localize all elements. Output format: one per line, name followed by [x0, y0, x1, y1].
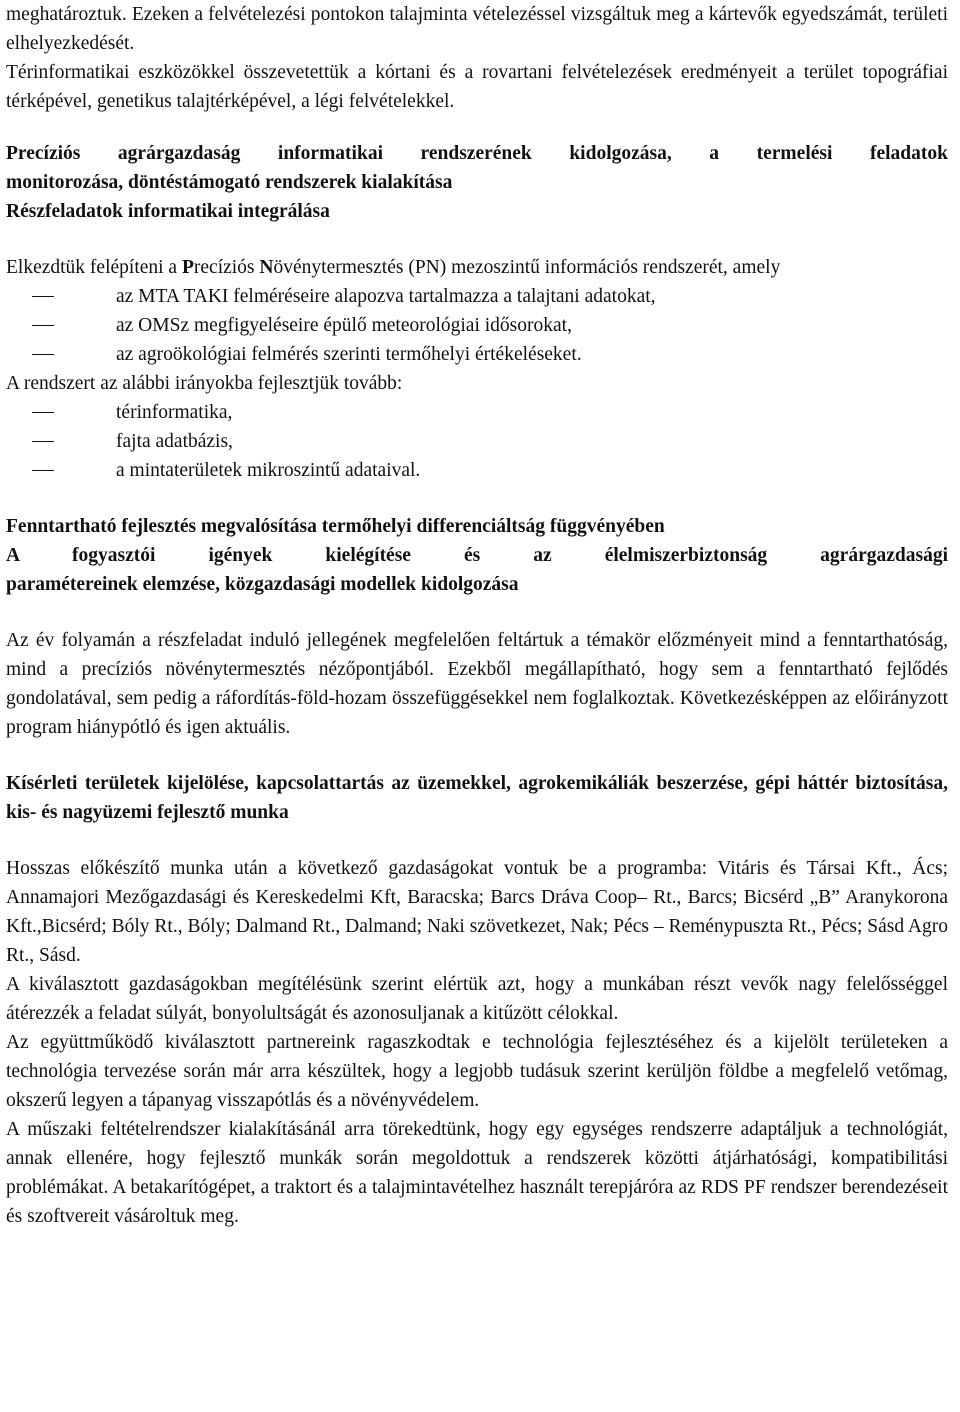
section-2-paragraph: Az év folyamán a részfeladat induló jellegének megfelelően feltártuk a témakör előzményeit mind a fenntarthatóság, mind a precíziós növénytermesztés nézőpontjából. Ezekből megállapítható, hogy sem a fenntartható fejlődés gondolatával, sem pedig a ráfordítás-föld-hozam összefüggésekkel nem foglalkoztak. Következésképpen az előirányzott program hiánypótló és igen aktuális.	[6, 630, 948, 738]
section-1-subheading: Részfeladatok informatikai integrálása	[6, 201, 330, 222]
list-item: az OMSz megfigyeléseire épülő meteorológiai idősorokat,	[6, 311, 948, 340]
section-3-paragraph-4: A műszaki feltételrendszer kialakításánál arra törekedtünk, hogy egy egységes rendszerre adaptáljuk a technológiát, annak ellenére, hogy fejlesztő munkák során megoldottuk a rendszerek közötti átjárhatósági, kompatibilitási problémákat. A betakarítógépet, a traktort és a talajmintavételhez használt terepjáróra az RDS PF rendszer berendezéseit és szoftvereit vásároltuk meg.	[6, 1119, 948, 1227]
section-2-heading-line-2: A fogyasztói igények kielégítése és az élelmiszerbiztonság agrárgazdasági	[6, 545, 948, 566]
list-item: az MTA TAKI felméréseire alapozva tartalmazza a talajtani adatokat,	[6, 282, 948, 311]
section-2-heading-line-1: Fenntartható fejlesztés megvalósítása termőhelyi differenciáltság függvényében	[6, 516, 665, 537]
intro-paragraph-2: Térinformatikai eszközökkel összevetettük a kórtani és a rovartani felvételezések eredményeit a terület topográfiai térképével, genetikus talajtérképével, a légi felvételekkel.	[6, 62, 948, 112]
section-1-heading-line-2: monitorozása, döntéstámogató rendszerek kialakítása	[6, 172, 453, 193]
section-1-heading-line-1: Precíziós agrárgazdaság informatikai rendszerének kidolgozása, a termelési feladatok	[6, 143, 948, 164]
list-item: az agroökológiai felmérés szerinti termőhelyi értékeléseket.	[6, 340, 948, 369]
term-initial-p: P	[181, 257, 194, 278]
list-item: fajta adatbázis,	[6, 427, 948, 456]
paragraph-text: recíziós	[193, 257, 260, 278]
paragraph-text: övénytermesztés (PN) mezoszintű információs rendszerét, amely	[273, 257, 781, 278]
section-1-heading	[6, 139, 948, 226]
intro-paragraph-1: meghatároztuk. Ezeken a felvételezési pontokon talajminta vételezéssel vizsgáltuk meg a kártevők egyedszámát, területi elhelyezkedését.	[6, 4, 948, 54]
section-1-paragraph	[6, 253, 948, 282]
section-3-paragraph-2: A kiválasztott gazdaságokban megítélésünk szerint elértük azt, hogy a munkában részt vevők nagy felelősséggel átérezzék a feladat súlyát, bonyolultságát és azonosuljanak a kitűzött célokkal.	[6, 974, 948, 1024]
section-3-heading: Kísérleti területek kijelölése, kapcsolattartás az üzemekkel, agrokemikáliák beszerzése, gépi háttér biztosítása, kis- és nagyüzemi fejlesztő munka	[6, 773, 948, 823]
section-1-paragraph-2: A rendszert az alábbi irányokba fejlesztjük tovább:	[6, 373, 403, 394]
section-2-heading-line-3: paramétereinek elemzése, közgazdasági modellek kidolgozása	[6, 574, 519, 595]
section-3-paragraph-3: Az együttműködő kiválasztott partnereink ragaszkodtak e technológia fejlesztéséhez és a kijelölt területeken a technológia tervezése során már arra készültek, hogy a legjobb tudásuk szerint kerüljön földbe a megfelelő vetőmag, okszerű legyen a tápanyag visszapótlás és a növényvédelem.	[6, 1032, 948, 1111]
list-item: a mintaterületek mikroszintű adataival.	[6, 456, 948, 485]
data-sources-list	[6, 282, 948, 369]
section-2-heading	[6, 512, 948, 599]
development-directions-list	[6, 398, 948, 485]
list-item: térinformatika,	[6, 398, 948, 427]
term-initial-n: N	[259, 257, 274, 278]
paragraph-text: Elkezdtük felépíteni a	[6, 257, 182, 278]
section-3-paragraph-1: Hosszas előkészítő munka után a következő gazdaságokat vontuk be a programba: Vitáris és Társai Kft., Ács; Annamajori Mezőgazdasági és Kereskedelmi Kft, Baracska; Barcs Dráva Coop– Rt., Barcs; Bicsérd „B” Aranykorona Kft.,Bicsérd; Bóly Rt., Bóly; Dalmand Rt., Dalmand; Naki szövetkezet, Nak; Pécs – Reménypuszta Rt., Pécs; Sásd Agro Rt., Sásd.	[6, 858, 948, 966]
